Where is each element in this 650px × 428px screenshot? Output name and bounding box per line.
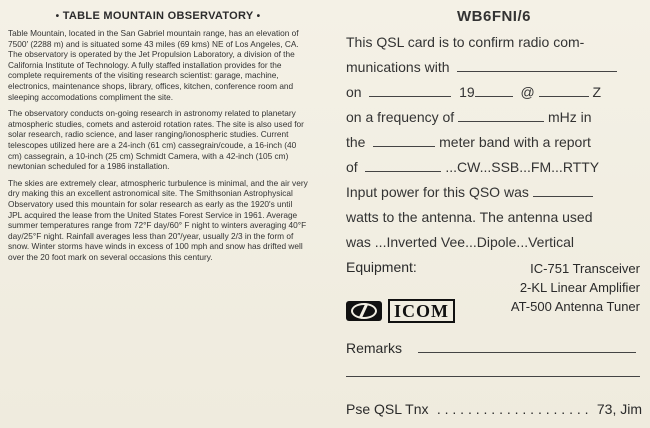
- year-prefix: 19: [459, 84, 475, 100]
- observatory-title-text: TABLE MOUNTAIN OBSERVATORY: [62, 10, 254, 22]
- leader-dots: . . . . . . . . . . . . . . . . . . . .: [436, 401, 589, 417]
- pse-qsl-tnx: Pse QSL Tnx: [346, 401, 429, 417]
- paragraph-location: Table Mountain, located in the San Gabriel mountain range, has an elevation of 7500′ (2288 m) and is situated some 43 miles (69 kms) NE of Los Angeles, CA. The observatory is operated by the Jet Propulsion Laboratory, a division of the California Institute of Technology. A fully staffed installation provides for the complete requirements of the visiting research scientist: garage, machine, electronics, maintenance shops, library, offices, kitchen, conference room and sleeping accomodations compliment the site.: [8, 28, 299, 102]
- date-blank[interactable]: [369, 84, 451, 97]
- qsl-form: [346, 8, 642, 421]
- callsign: WB6FNI/6: [456, 8, 531, 25]
- z-label: Z: [592, 84, 602, 100]
- band-label: meter band with a report: [439, 134, 591, 150]
- remarks-line: [346, 337, 642, 359]
- paragraph-climate: The skies are extremely clear, atmospheric turbulence is minimal, and the air very dry making this an excellent astronomical site. The Smithsonian Astrophysical Observatory used this mountain for solar research as early as the 1920's until JPL acquired the lease from the United States Forest Service in 1961. Average summer temperatures range from 72°F day/60° F night to winters averaging 40°F day/25°F night. Rainfall averages less than 20″/year, usually 2/3 in the form of snow. Winter storms have winds in excess of 100 mph and snow has drifted well over the 20 foot mark on several occasions this century.: [8, 177, 308, 262]
- icom-logo: [346, 299, 455, 323]
- bullet-right: •: [256, 11, 261, 22]
- antenna-options-line: [346, 230, 642, 255]
- station-blank[interactable]: [457, 59, 617, 72]
- power-blank[interactable]: [533, 184, 593, 197]
- confirm-line-2: [346, 55, 642, 80]
- signature: 73, Jim: [596, 401, 642, 417]
- icom-logo-word: ICOM: [388, 299, 455, 323]
- antenna-text: watts to the antenna. The antenna used: [346, 209, 593, 225]
- of-label: of: [346, 159, 358, 175]
- equipment-item: AT-500 Antenna Tuner: [510, 299, 640, 314]
- confirm-text-2: munications with: [346, 59, 450, 75]
- report-line: [346, 155, 642, 180]
- report-blank[interactable]: [365, 159, 441, 172]
- year-blank[interactable]: [475, 84, 513, 97]
- remarks-label: Remarks: [346, 340, 403, 356]
- equipment-item: IC-751 Transceiver: [530, 261, 640, 276]
- mode-options: ...CW...SSB...FM...RTTY: [445, 159, 600, 175]
- power-line: [346, 180, 642, 205]
- frequency-blank[interactable]: [458, 109, 544, 122]
- icom-logo-mark: [346, 301, 382, 321]
- frequency-label: on a frequency of: [346, 109, 455, 125]
- power-label: Input power for this QSO was: [346, 184, 529, 200]
- frequency-line: [346, 105, 642, 130]
- equipment-section: [346, 259, 642, 335]
- remarks-line-2: [346, 361, 642, 383]
- equipment-item: 2-KL Linear Amplifier: [519, 280, 640, 295]
- observatory-description: [8, 10, 308, 268]
- band-blank[interactable]: [373, 134, 435, 147]
- at-label: @: [520, 84, 535, 100]
- equipment-label: Equipment:: [346, 259, 417, 275]
- signoff-line: [346, 397, 642, 421]
- bullet-left: •: [55, 11, 60, 22]
- paragraph-research: The observatory conducts on-going research in astronomy related to planetary atmospheric studies, comets and asteroid rotation rates. The site is also used for solar research, radio science, and laser ranging/ionospheric studies. Current telescopes utilized here are a 24-inch (61 cm) cassegrain/coude, a 16-inch (40 cm) cassegrain, a 10-inch (25 cm) Schmidt Camera, with a 42-inch (105 cm) newtonian scheduled for a 1986 installation.: [8, 108, 304, 172]
- the-label: the: [346, 134, 366, 150]
- mhz-label: mHz in: [547, 109, 592, 125]
- on-label: on: [346, 84, 362, 100]
- equipment-list: [511, 259, 640, 316]
- antenna-line: [346, 205, 642, 230]
- observatory-title: [8, 10, 308, 22]
- antenna-options: was ...Inverted Vee...Dipole...Vertical: [346, 234, 575, 250]
- date-line: [346, 80, 642, 105]
- time-blank[interactable]: [539, 84, 589, 97]
- remarks-blank-1[interactable]: [418, 340, 636, 353]
- band-line: [346, 130, 642, 155]
- confirm-text-1: This QSL card is to confirm radio com-: [346, 34, 585, 50]
- confirm-line-1: [346, 30, 642, 55]
- remarks-blank-2[interactable]: [346, 364, 640, 377]
